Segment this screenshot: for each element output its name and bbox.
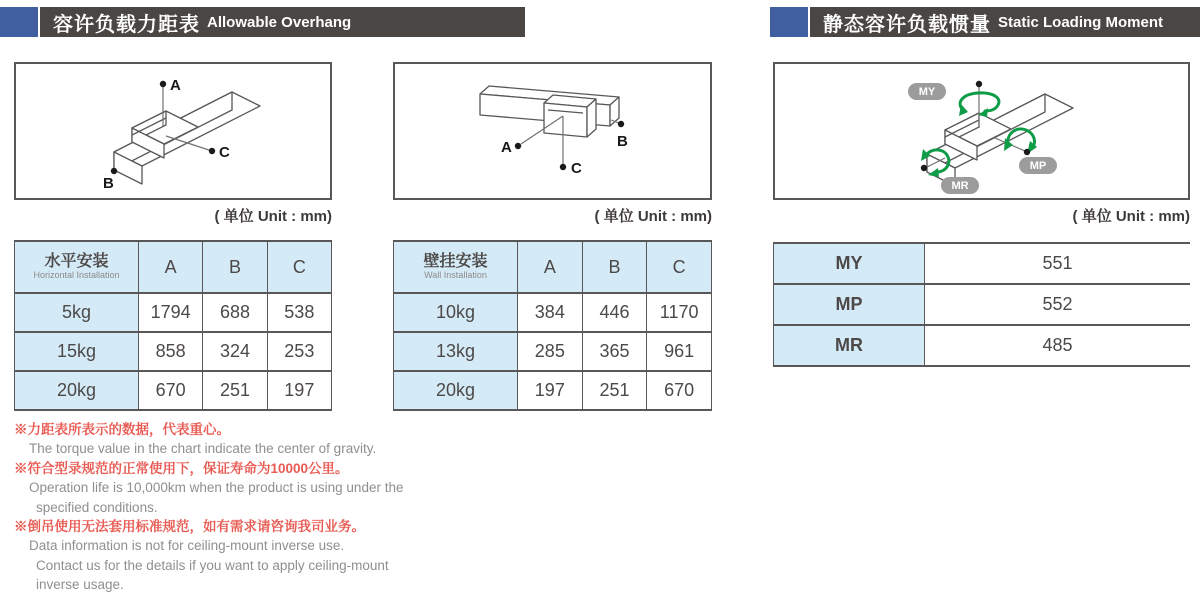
section-title-en: Allowable Overhang [207, 13, 352, 31]
column-header: A [139, 241, 203, 293]
wall-installation-diagram-box [393, 62, 712, 200]
row-header-zh: 水平安装 [44, 252, 109, 270]
point-a-label: A [501, 139, 512, 156]
my-axis-badge: MY [918, 86, 936, 98]
value-cell: 688 [203, 293, 267, 332]
row-label-cell: MP [774, 284, 925, 325]
value-cell: 858 [139, 332, 203, 371]
value-cell: 551 [925, 243, 1191, 284]
value-cell: 197 [267, 371, 331, 410]
note-zh-line: ※力距表所表示的数据，代表重心。 [14, 422, 230, 437]
value-cell: 485 [925, 325, 1191, 366]
horizontal-installation-diagram-box [14, 62, 332, 200]
value-cell: 324 [203, 332, 267, 371]
value-cell: 384 [518, 293, 583, 332]
static-moment-section-header [770, 7, 1200, 37]
note-en-line: Operation life is 10,000km when the product is using under the [29, 480, 404, 496]
unit-label: ( 单位 Unit : mm) [1072, 208, 1190, 225]
note-en-line: inverse usage. [36, 577, 124, 593]
allowable-overhang-section-header [0, 7, 525, 37]
row-label-cell: 15kg [15, 332, 139, 371]
static-moment-table [773, 242, 1190, 367]
section-title-en: Static Loading Moment [998, 13, 1163, 31]
mr-axis-badge: MR [951, 180, 969, 192]
value-cell: 251 [203, 371, 267, 410]
horizontal-installation-diagram [16, 64, 330, 198]
value-cell: 446 [582, 293, 647, 332]
row-header-cell [394, 241, 518, 293]
value-cell: 552 [925, 284, 1191, 325]
value-cell: 251 [582, 371, 647, 410]
value-cell: 1170 [647, 293, 712, 332]
row-label-cell: 20kg [394, 371, 518, 410]
value-cell: 670 [139, 371, 203, 410]
value-cell: 197 [518, 371, 583, 410]
value-cell: 285 [518, 332, 583, 371]
row-header-en: Horizontal Installation [33, 270, 120, 281]
value-cell: 253 [267, 332, 331, 371]
blue-accent-square [0, 7, 40, 37]
horizontal-installation-table [14, 240, 332, 411]
note-zh-line: ※符合型录规范的正常使用下，保证寿命为10000公里。 [14, 460, 349, 476]
wall-installation-diagram [395, 64, 710, 198]
section-title-zh: 容许负载力距表 [53, 13, 200, 36]
row-label-cell: 20kg [15, 371, 139, 410]
unit-label: ( 单位 Unit : mm) [594, 208, 712, 225]
row-header-en: Wall Installation [424, 270, 487, 281]
wall-installation-table [393, 240, 712, 411]
row-label-cell: 5kg [15, 293, 139, 332]
column-header: C [267, 241, 331, 293]
point-c-label: C [571, 160, 582, 177]
note-en-line: The torque value in the chart indicate the center of gravity. [29, 441, 377, 457]
row-label-cell: MR [774, 325, 925, 366]
point-b-label: B [617, 133, 628, 150]
value-cell: 1794 [139, 293, 203, 332]
value-cell: 961 [647, 332, 712, 371]
value-cell: 538 [267, 293, 331, 332]
unit-label: ( 单位 Unit : mm) [214, 208, 332, 225]
mp-axis-badge: MP [1029, 160, 1047, 172]
static-moment-diagram-box [773, 62, 1190, 200]
note-en-line: Contact us for the details if you want to apply ceiling-mount [36, 557, 389, 573]
row-label-cell: 10kg [394, 293, 518, 332]
column-header: A [518, 241, 583, 293]
row-header-cell [15, 241, 139, 293]
column-header: C [647, 241, 712, 293]
static-moment-diagram [775, 64, 1188, 198]
footnotes [14, 420, 494, 595]
note-en-line: Data information is not for ceiling-mount inverse use. [29, 538, 345, 554]
column-header: B [582, 241, 647, 293]
point-a-label: A [170, 77, 181, 94]
note-en-line: specified conditions. [36, 499, 158, 515]
row-header-zh: 壁挂安装 [423, 252, 488, 270]
value-cell: 670 [647, 371, 712, 410]
column-header: B [203, 241, 267, 293]
section-title-zh: 静态容许负载惯量 [823, 13, 991, 36]
row-label-cell: 13kg [394, 332, 518, 371]
note-zh-line: ※倒吊使用无法套用标准规范，如有需求请咨询我司业务。 [14, 519, 365, 535]
point-b-label: B [103, 175, 114, 192]
point-c-label: C [219, 144, 230, 161]
row-label-cell: MY [774, 243, 925, 284]
blue-accent-square [770, 7, 810, 37]
value-cell: 365 [582, 332, 647, 371]
